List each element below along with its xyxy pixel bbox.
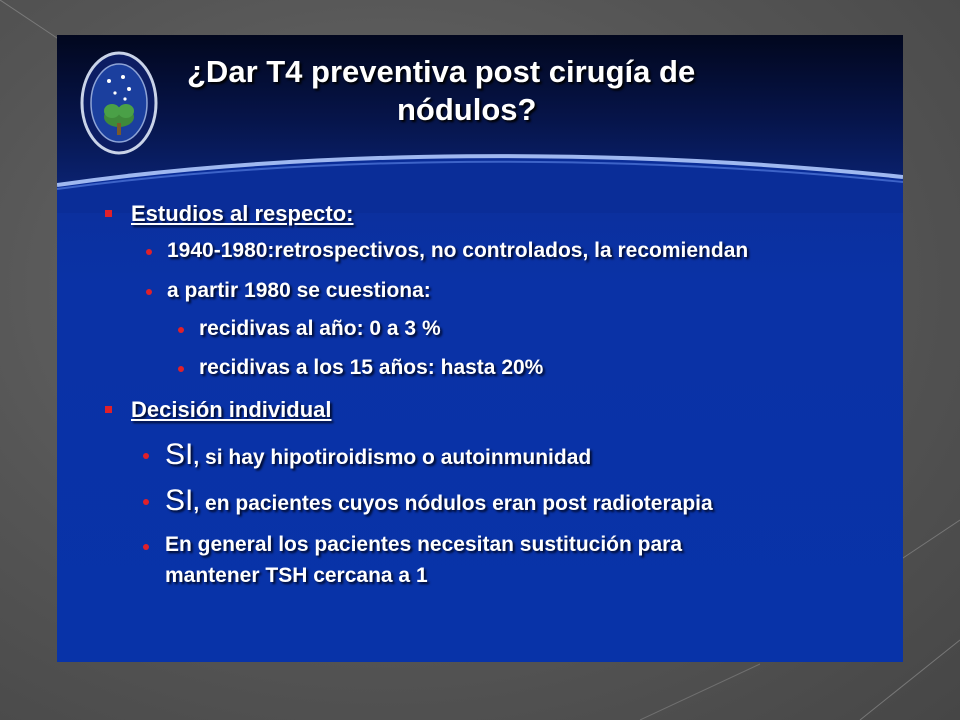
bullet-text: En general los pacientes necesitan sustitución para [165,533,683,556]
bullet-item [165,564,428,588]
bullet-marker [105,406,112,413]
bullet-marker [143,544,149,550]
bullet-marker [178,366,184,372]
title-line-1: ¿Dar T4 preventiva post cirugía de [187,54,696,89]
bullet-text: , en pacientes cuyos nódulos eran post radioterapia [193,492,713,515]
bullet-item [131,397,331,423]
bullet-item [199,356,543,380]
emphasis-si: SI [165,438,194,471]
title-line-2: nódulos? [397,92,537,127]
emphasis-si: SI [165,484,194,517]
bullet-item [131,201,354,227]
slide [57,35,903,662]
bullet-text: , si hay hipotiroidismo o autoinmunidad [193,446,592,469]
bullet-text: recidivas a los 15 años: hasta 20% [199,356,544,379]
bullet-text: recidivas al año: 0 a 3 % [199,317,441,340]
bullet-text: Estudios al respecto: [131,201,354,226]
bullet-item [199,317,441,341]
bullet-marker [178,327,184,333]
bullet-item [167,239,748,263]
bullet-item [165,533,682,557]
bullet-marker [146,289,152,295]
bullet-list [57,35,903,662]
bullet-marker [146,249,152,255]
bullet-text: mantener TSH cercana a 1 [165,564,428,587]
bullet-text: 1940-1980:retrospectivos, no controlados, la recomiendan [167,239,749,262]
bullet-marker [143,499,149,505]
bullet-marker [105,210,112,217]
bullet-marker [143,453,149,459]
bullet-item [165,438,591,472]
bullet-text: Decisión individual [131,397,332,422]
bullet-item [165,484,713,518]
bullet-text: a partir 1980 se cuestiona: [167,279,431,302]
bullet-item [167,279,431,303]
